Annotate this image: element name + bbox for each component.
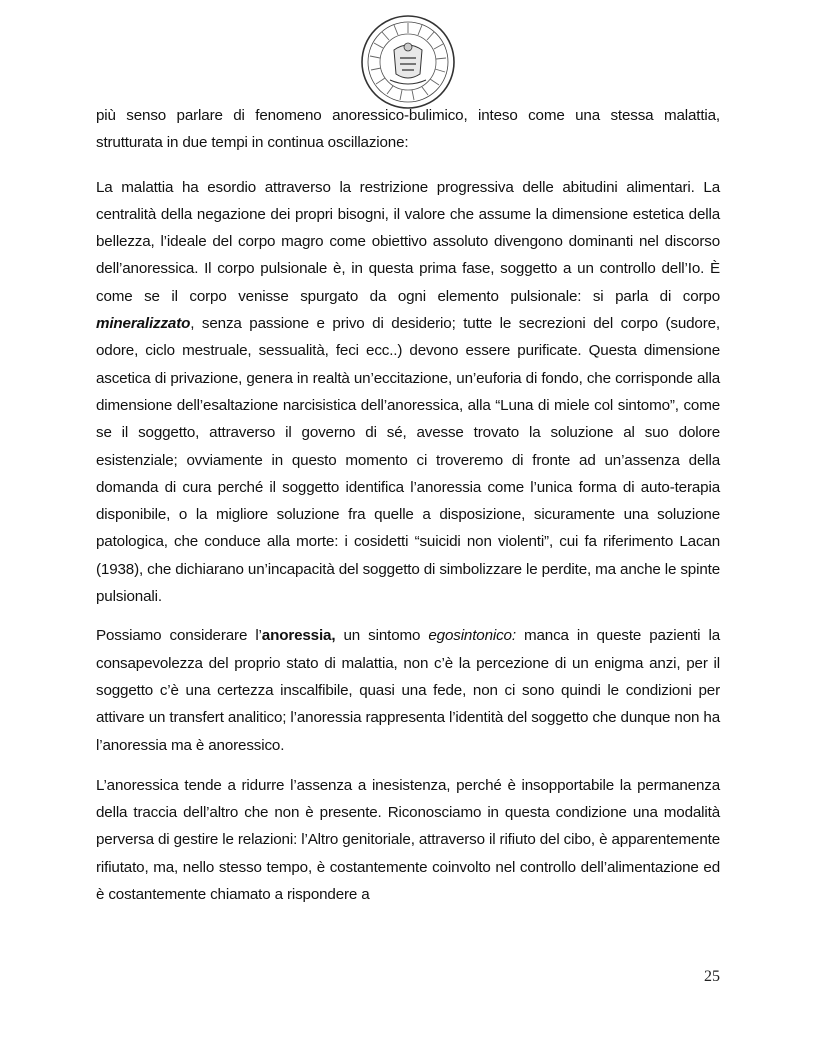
paragraph-text: manca in queste pazienti la consapevolezza del proprio stato di malattia, non c’è la percezione di un enigma anzi, per il soggetto c’è una certezza inscalfibile, quasi una fede, non ci sono quindi le condizioni per attivare un transfert analitico; l’anoressia rappresenta l’identità del soggetto che dunque non ha l’anoressia ma è anoressico. bbox=[96, 627, 720, 754]
emphasized-term: mineralizzato bbox=[96, 315, 191, 333]
paragraph bbox=[96, 102, 720, 157]
paragraph bbox=[96, 174, 720, 611]
page-body bbox=[96, 102, 720, 924]
paragraph bbox=[96, 772, 720, 908]
paragraph-text: più senso parlare di fenomeno anoressico-bulimico, inteso come una stessa malattia, strutturata in due tempi in continua oscillazione: bbox=[96, 107, 720, 152]
italic-term: egosintonico: bbox=[428, 627, 516, 645]
paragraph-text: L’anoressica tende a ridurre l’assenza a inesistenza, perché è insopportabile la permanenza della traccia dell’altro che non è presente. Riconosciamo in questa condizione una modalità perversa di gestire le relazioni: l’Altro genitoriale, attraverso il rifiuto del cibo, è apparentemente rifiutato, ma, nello stesso tempo, è costantemente coinvolto nel controllo dell’alimentazione ed è costantemente chiamato a rispondere a bbox=[96, 776, 720, 904]
paragraph-text: un sintomo bbox=[335, 627, 429, 645]
paragraph-text: , senza passione e privo di desiderio; tutte le secrezioni del corpo (sudore, odore, ciclo mestruale, sessualità, feci ecc..) devono essere purificate. Questa dimensione ascetica di privazione, genera in realtà un’eccitazione, un’euforia di fondo, che corrisponde alla dimensione dell’esaltazione narcisistica dell’anoressica, alla “Luna di miele col sintomo”, come se il soggetto, attraverso il governo di sé, avesse trovato la soluzione al suo dolore esistenziale; ovviamente in questo momento ci troveremo di fronte ad un’assenza della domanda di cura perché il soggetto identifica l’anoressia come l’unica forma di auto-terapia disponibile, o la migliore soluzione fra quelle a disposizione, sicuramente una soluzione patologica, che conduce alla morte: i cosidetti “suicidi non violenti”, cui fa riferimento Lacan (1938), che dichiarano un’incapacità del soggetto di simbolizzare le perdite, ma anche le spinte pulsionali. bbox=[96, 315, 720, 606]
paragraph bbox=[96, 622, 720, 758]
paragraph-text: La malattia ha esordio attraverso la restrizione progressiva delle abitudini alimentari. La centralità della negazione dei propri bisogni, il valore che assume la dimensione estetica della bellezza, l’ideale del corpo magro come obiettivo assoluto divengono dominanti nel discorso dell’anoressica. Il corpo pulsionale è, in questa prima fase, soggetto a un controllo dell’Io. È come se il corpo venisse spurgato da ogni elemento pulsionale: si parla di corpo bbox=[96, 178, 720, 305]
bold-term: anoressia, bbox=[261, 627, 336, 645]
page-number: 25 bbox=[704, 968, 720, 985]
paragraph-text: Possiamo considerare l’ bbox=[96, 627, 262, 645]
university-seal-icon bbox=[360, 14, 456, 110]
